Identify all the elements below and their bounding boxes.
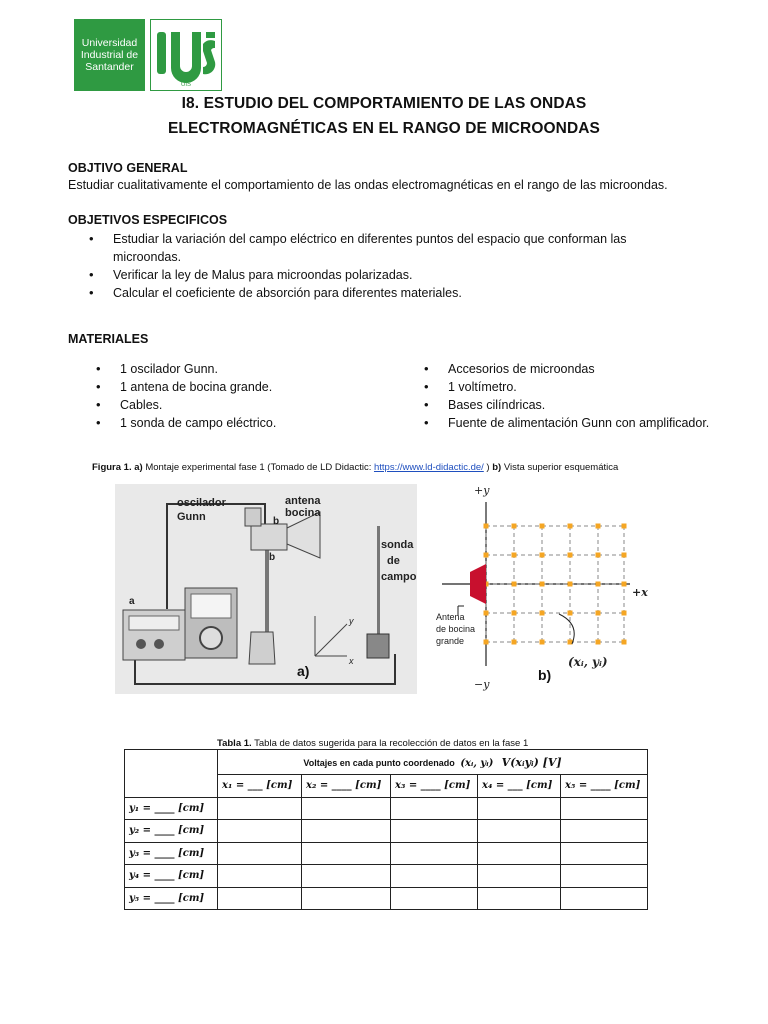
table-cell[interactable] [391,865,478,888]
table-header-text: Voltajes en cada punto coordenado [303,757,455,768]
grid-point [540,524,545,529]
objetivo-item: • Calcular el coeficiente de absorción para diferentes materiales. [89,284,649,302]
objetivos-list [89,230,649,302]
material-item: • 1 antena de bocina grande. [96,378,396,396]
label-antena-3: grande [436,636,465,646]
column-header: x₅ = ____ [cm] [561,775,648,798]
table-cell[interactable] [391,887,478,910]
grid-point [484,524,489,529]
label-point: (xᵢ, yᵢ) [568,655,608,669]
label-plus-x: +x [632,586,648,599]
column-header: x₃ = ____ [cm] [391,775,478,798]
table-cell[interactable] [218,842,302,865]
grid-point [484,553,489,558]
column-header: x₄ = ___ [cm] [478,775,561,798]
table-cell[interactable] [391,842,478,865]
figure-caption-text-2: ) [483,462,493,473]
label-de: de [387,555,400,567]
table-cell[interactable] [218,797,302,820]
university-logo-text [74,19,145,91]
table-cell[interactable] [302,797,391,820]
table-header-math-2: V(xᵢyᵢ) [V] [501,755,562,769]
material-item: • Cables. [96,396,396,414]
label-a-small: a [129,596,135,607]
table-cell[interactable] [561,797,648,820]
grid-point [568,582,573,587]
table-cell[interactable] [302,842,391,865]
label-plus-y: +y [474,484,490,497]
grid-point [540,611,545,616]
objetivo-general-heading: OBJTIVO GENERAL [68,161,188,175]
table-cell[interactable] [218,820,302,843]
grid-point [596,553,601,558]
grid-point [512,611,517,616]
table-cell[interactable] [478,842,561,865]
label-minus-y: −y [474,678,490,691]
uis-logo-mark [150,19,222,91]
grid-point [596,524,601,529]
row-header: y₂ = ____ [cm] [125,820,218,843]
table-row [125,820,648,843]
row-header: y₃ = ____ [cm] [125,842,218,865]
grid-point [568,524,573,529]
label-b-small-2: b [269,552,276,563]
table-cell[interactable] [391,820,478,843]
figure-caption-text-3: Vista superior esquemática [501,462,619,473]
column-header: x₁ = ___ [cm] [218,775,302,798]
grid-point [622,640,627,645]
figure-b-schematic [434,484,654,694]
table-cell[interactable] [478,887,561,910]
grid-point [596,611,601,616]
material-item: • 1 voltímetro. [424,378,744,396]
uis-mark-icon [151,20,221,90]
table-row [125,842,648,865]
grid-point [512,582,517,587]
figure-caption-text-1: Montaje experimental fase 1 (Tomado de LD Didactic: [142,462,374,473]
table-cell[interactable] [478,865,561,888]
table-caption [217,738,528,749]
logo-line-1: Universidad [81,37,138,49]
material-item: • Fuente de alimentación Gunn con amplificador. [424,414,744,432]
label-axis-x: x [349,656,354,666]
grid-point [484,611,489,616]
page-title-line-2: ELECTROMAGNÉTICAS EN EL RANGO DE MICROONDAS [167,120,600,137]
grid-point [568,611,573,616]
column-header: x₂ = ____ [cm] [302,775,391,798]
grid-point [568,553,573,558]
label-bocina: bocina [285,507,321,519]
row-header: y₄ = ____ [cm] [125,865,218,888]
ld-didactic-link[interactable]: https://www.ld-didactic.de/ [373,462,484,473]
label-antena: antena [285,495,321,507]
table-cell[interactable] [478,797,561,820]
grid-point [622,553,627,558]
table-cell[interactable] [561,842,648,865]
logo-line-3: Santander [85,61,134,73]
grid-point [484,640,489,645]
grid-point [512,553,517,558]
figure-a-setup [115,484,417,694]
materiales-heading: MATERIALES [68,332,149,346]
label-b-small: b [273,516,280,527]
table-cell[interactable] [218,865,302,888]
table-cell[interactable] [391,797,478,820]
table-cell[interactable] [302,820,391,843]
table-caption-label: Tabla 1. [217,738,252,749]
grid-point [540,553,545,558]
table-header-row [125,750,648,775]
grid-point [596,640,601,645]
material-item: • Bases cilíndricas. [424,396,744,414]
material-item: • Accesorios de microondas [424,360,744,378]
objetivo-item: • Estudiar la variación del campo eléctrico en diferentes puntos del espacio que conforman las microondas. [89,230,649,266]
table-cell[interactable] [561,865,648,888]
grid-point [622,582,627,587]
objetivos-especificos-heading: OBJETIVOS ESPECIFICOS [68,213,228,227]
label-sonda: sonda [381,539,414,551]
table-corner-cell [125,750,218,798]
label-axis-y: y [349,616,354,626]
logo-mark-text: UIS [180,82,192,88]
grid-point [512,640,517,645]
table-cell[interactable] [302,887,391,910]
logo-line-2: Industrial de [80,49,139,61]
table-row [125,887,648,910]
figure-label-b: b) [492,462,502,473]
label-antena-1: Antena [436,612,465,622]
table-cell[interactable] [218,887,302,910]
row-header: y₅ = ____ [cm] [125,887,218,910]
table-cell[interactable] [478,820,561,843]
row-header: y₁ = ____ [cm] [125,797,218,820]
grid-point [622,611,627,616]
figure-label: Figura 1. a) [92,462,143,473]
table-caption-text: Tabla de datos sugerida para la recolección de datos en la fase 1 [251,738,529,749]
figure-caption [92,462,618,473]
materiales-right-list [424,360,744,432]
label-oscilador: oscilador [177,497,226,509]
data-table [124,749,648,910]
table-cell[interactable] [561,820,648,843]
grid-point [512,524,517,529]
grid-point [596,582,601,587]
page-title-line-1: I8. ESTUDIO DEL COMPORTAMIENTO DE LAS ONDAS [181,95,587,112]
material-item: • 1 oscilador Gunn. [96,360,396,378]
grid-point [622,524,627,529]
table-header-cell [218,750,648,775]
table-cell[interactable] [302,865,391,888]
panel-label-a: a) [297,663,310,679]
objetivo-item: • Verificar la ley de Malus para microondas polarizadas. [89,266,649,284]
material-item: • 1 sonda de campo eléctrico. [96,414,396,432]
grid-point [540,582,545,587]
label-antena-2: de bocina [436,624,476,634]
table-row [125,865,648,888]
label-campo: campo [381,571,417,583]
label-gunn: Gunn [177,511,206,523]
panel-label-b: b) [538,667,552,683]
table-header-math-1: (xᵢ, yᵢ) [460,757,494,769]
materiales-left-list [96,360,396,432]
objetivo-general-text: Estudiar cualitativamente el comportamiento de las ondas electromagnéticas en el rango de las microondas. [68,178,668,192]
table-row [125,797,648,820]
table-cell[interactable] [561,887,648,910]
grid-point [540,640,545,645]
